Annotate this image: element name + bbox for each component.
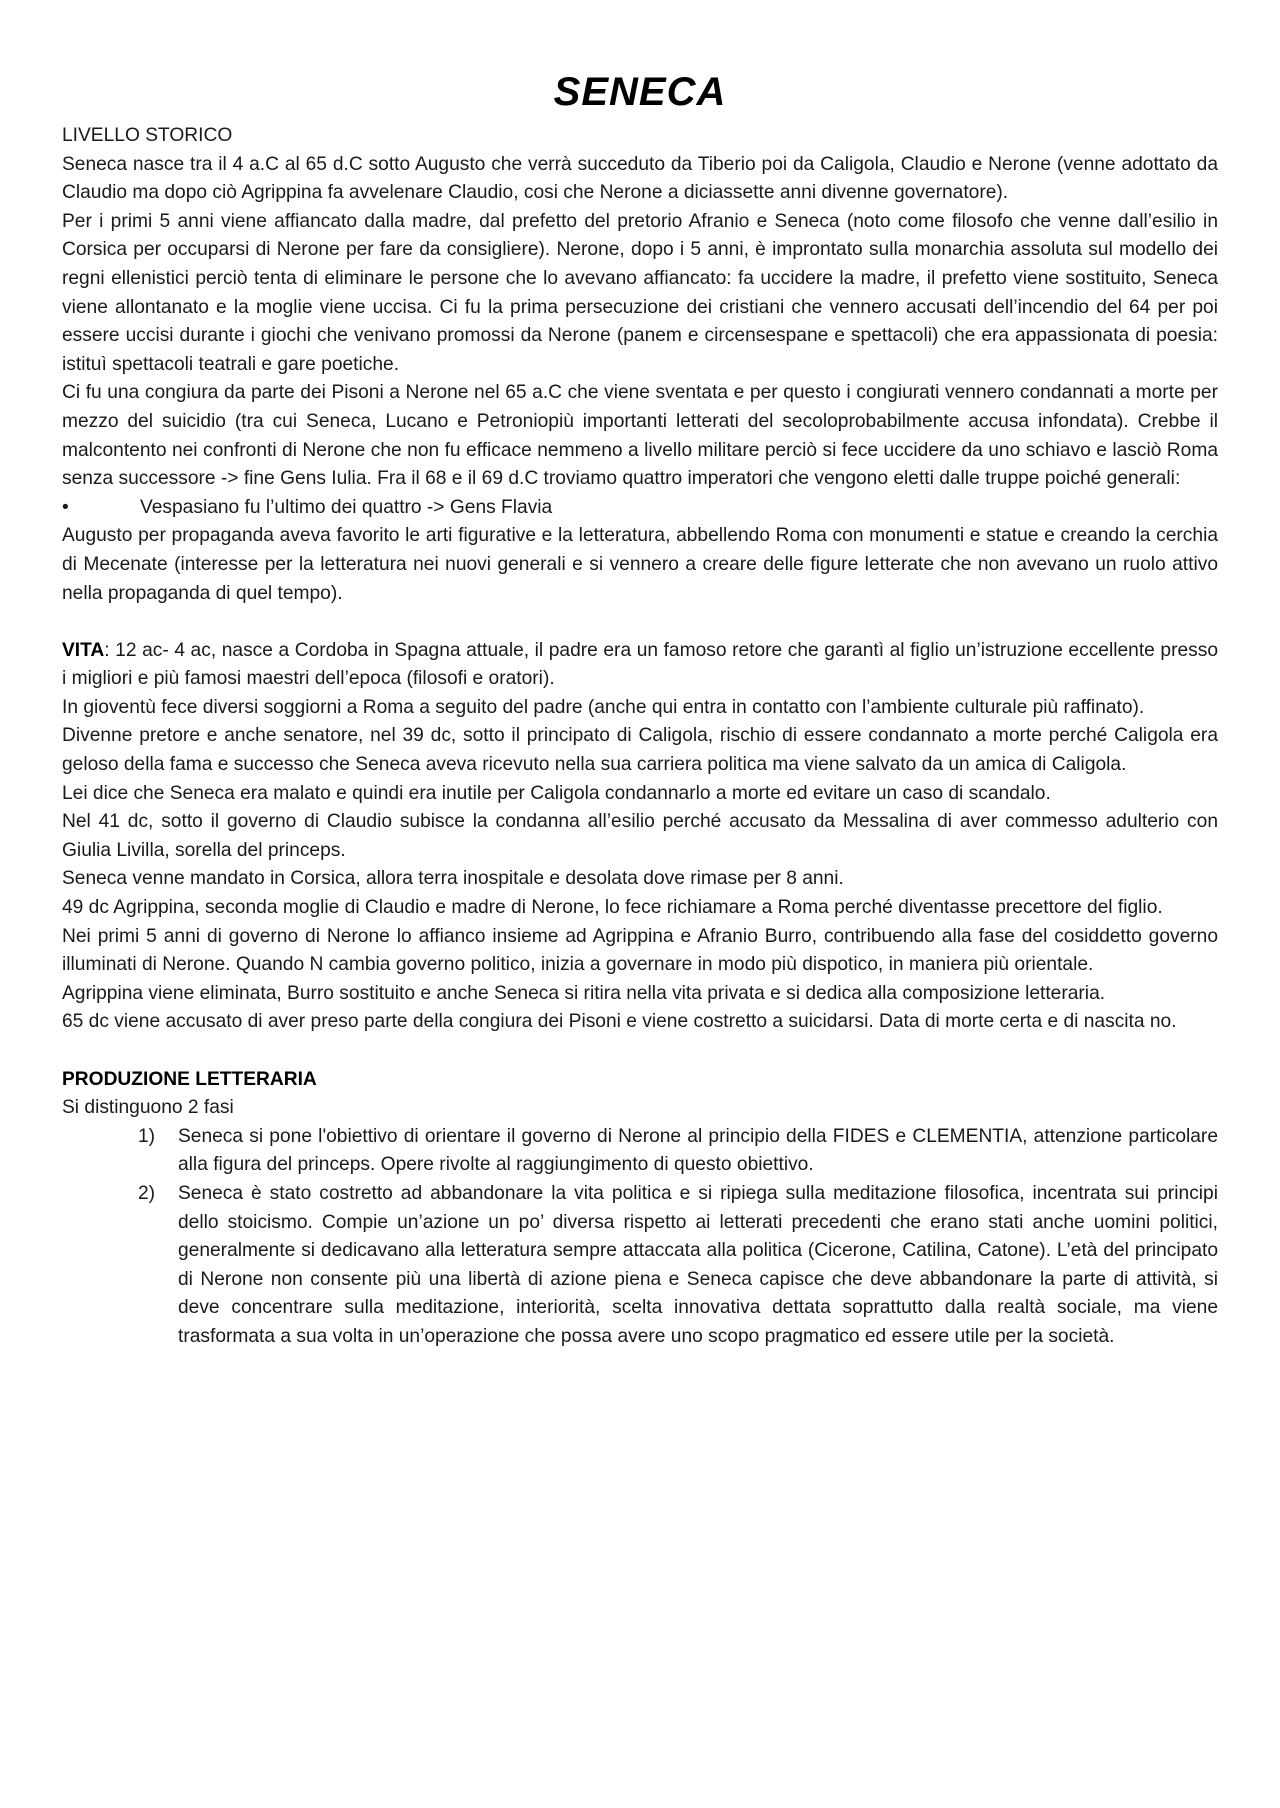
section-vita	[62, 637, 1218, 1037]
section-heading-storico: LIVELLO STORICO	[62, 125, 233, 146]
paragraph: Augusto per propaganda aveva favorito le arti figurative e la letteratura, abbellendo Roma con monumenti e statue e creando la cerchia di Mecenate (interesse per la letteratura nei nuovi generali e si vennero a creare delle figure letterate che non avevano un ruolo attivo nella propaganda di quel tempo).	[62, 525, 1218, 604]
paragraph: Seneca venne mandato in Corsica, allora terra inospitale e desolata dove rimase per 8 anni.	[62, 868, 844, 890]
numbered-list	[62, 1123, 1218, 1352]
page-title: SENECA	[553, 70, 727, 114]
list-number: 1)	[138, 1125, 156, 1147]
paragraph	[62, 637, 1218, 694]
paragraph: 65 dc viene accusato di aver preso parte della congiura dei Pisoni e viene costretto a suicidarsi. Data di morte certa e di nascita no.	[62, 1011, 1177, 1033]
section-livello-storico	[62, 122, 1218, 608]
paragraph: Si distinguono 2 fasi	[62, 1097, 234, 1119]
paragraph: Seneca nasce tra il 4 a.C al 65 d.C sotto Augusto che verrà succeduto da Tiberio poi da Caligola, Claudio e Nerone (venne adottato da Claudio ma dopo ciò Agrippina fa avvelenare Claudio, cosi che Nerone a diciassette anni divenne governatore).	[62, 153, 1218, 204]
paragraph: In gioventù fece diversi soggiorni a Roma a seguito del padre (anche qui entra in contatto con l’ambiente culturale più raffinato).	[62, 696, 1145, 718]
paragraph: Divenne pretore e anche senatore, nel 39 dc, sotto il principato di Caligola, rischio di essere condannato a morte perché Caligola era geloso della fama e successo che Seneca aveva ricevuto nella sua carriera politica ma viene salvato da un amica di Caligola.	[62, 725, 1218, 776]
paragraph: Agrippina viene eliminata, Burro sostituito e anche Seneca si ritira nella vita privata e si dedica alla composizione letteraria.	[62, 982, 1106, 1004]
paragraph-text: : 12 ac- 4 ac, nasce a Cordoba in Spagna attuale, il padre era un famoso retore che garantì al figlio un’istruzione eccellente presso i migliori e più famosi maestri dell’epoca (filosofi e oratori).	[62, 639, 1218, 690]
paragraph: Ci fu una congiura da parte dei Pisoni a Nerone nel 65 a.C che viene sventata e per questo i congiurati vennero condannati a morte per mezzo del suicidio (tra cui Seneca, Lucano e Petroniopiù importanti letterati del secoloprobabilmente accusa infondata). Crebbe il malcontento nei confronti di Nerone che non fu efficace nemmeno a livello militare perciò si fece uccidere da uno schiavo e lasciò Roma senza successore -> fine Gens Iulia. Fra il 68 e il 69 d.C troviamo quattro imperatori che vengono eletti dalle truppe poiché generali:	[62, 382, 1218, 490]
list-item	[138, 1180, 1218, 1352]
bullet-item	[62, 494, 1218, 523]
section-heading-produzione: PRODUZIONE LETTERARIA	[62, 1068, 317, 1090]
paragraph: Lei dice che Seneca era malato e quindi era inutile per Caligola condannarlo a morte ed evitare un caso di scandalo.	[62, 782, 1051, 804]
paragraph: Nei primi 5 anni di governo di Nerone lo affianco insieme ad Agrippina e Afranio Burro, contribuendo alla fase del cosiddetto governo illuminati di Nerone. Quando N cambia governo politico, inizia a governare in modo più dispotico, in maniera più orientale.	[62, 925, 1218, 976]
bullet-text: Vespasiano fu l’ultimo dei quattro -> Gens Flavia	[140, 496, 553, 518]
list-item	[138, 1123, 1218, 1180]
paragraph: Nel 41 dc, sotto il governo di Claudio subisce la condanna all’esilio perché accusato da Messalina di aver commesso adulterio con Giulia Livilla, sorella del princeps.	[62, 811, 1218, 861]
paragraph: 49 dc Agrippina, seconda moglie di Claudio e madre di Nerone, lo fece richiamare a Roma perché diventasse precettore del figlio.	[62, 897, 1163, 919]
spacer	[62, 608, 1218, 637]
section-produzione-letteraria	[62, 1066, 1218, 1352]
bullet-icon: •	[62, 496, 69, 518]
list-text: Seneca è stato costretto ad abbandonare la vita politica e si ripiega sulla meditazione filosofica, incentrata sui principi dello stoicismo. Compie un’azione un po’ diversa rispetto ai letterati precedenti che erano stati anche uomini politici, generalmente si dedicavano alla letteratura sempre attaccata alla politica (Cicerone, Catilina, Catone). L’età del principato di Nerone non consente più una libertà di azione piena e Seneca capisce che deve abbandonare la parte di attività, si deve concentrare sulla meditazione, interiorità, scelta innovativa dettata soprattutto dalla realtà sociale, ma viene trasformata a sua volta in un’operazione che possa avere uno scopo pragmatico ed essere utile per la società.	[178, 1182, 1218, 1347]
list-text: Seneca si pone l'obiettivo di orientare il governo di Nerone al principio della FIDES e CLEMENTIA, attenzione particolare alla figura del princeps. Opere rivolte al raggiungimento di questo obiettivo.	[178, 1125, 1218, 1176]
list-number: 2)	[138, 1182, 156, 1204]
paragraph: Per i primi 5 anni viene affiancato dalla madre, dal prefetto del pretorio Afranio e Seneca (noto come filosofo che venne dall’esilio in Corsica per occuparsi di Nerone per fare da consigliere). Nerone, dopo i 5 anni, è improntato sulla monarchia assoluta sul modello dei regni ellenistici perciò tenta di eliminare le persone che lo avevano affiancato: fa uccidere la madre, il prefetto viene sostituito, Seneca viene allontanato e la moglie viene uccisa. Ci fu la prima persecuzione dei cristiani che vennero accusati dell’incendio del 64 per poi essere uccisi durante i giochi che venivano promossi da Nerone (panem e circensespane e spettacoli) che era appassionata di poesia: istituì spettacoli teatrali e gare poetiche.	[62, 210, 1218, 375]
spacer	[62, 1037, 1218, 1066]
section-heading-vita: VITA	[62, 639, 105, 661]
